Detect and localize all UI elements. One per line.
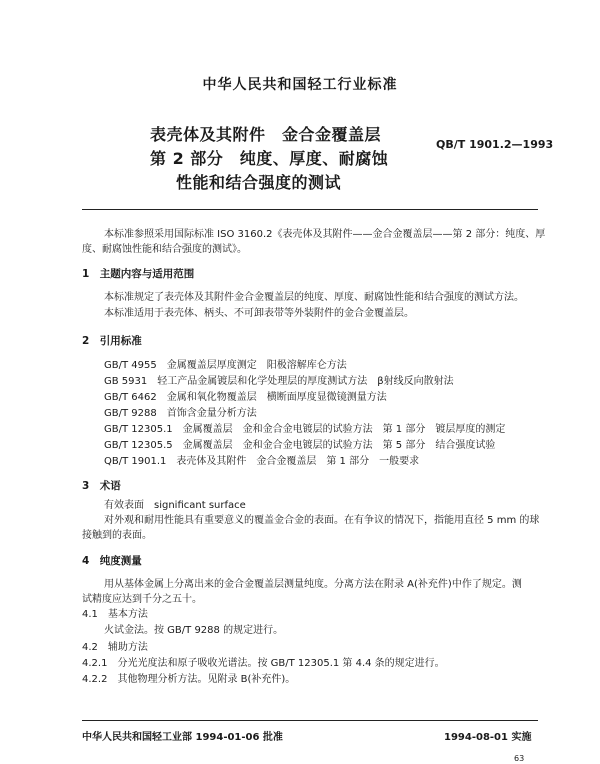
section-1-heading: 1 主题内容与适用范围 [82,268,195,280]
section-4-2-heading: 4.2 辅助方法 [82,642,148,653]
approval-date: 中华人民共和国轻工业部 1994-01-06 批准 [82,732,283,743]
section-1-line-1: 本标准规定了表壳体及其附件金合金覆盖层的纯度、厚度、耐腐蚀性能和结合强度的测试方法。 [104,292,524,303]
title-line-3: 性能和结合强度的测试 [176,173,342,192]
section-3-heading: 3 术语 [82,480,121,492]
page-number: 63 [514,754,525,763]
top-divider [82,209,538,210]
section-1-line-2: 本标准适用于表壳体、柄头、不可卸表带等外装附件的金合金覆盖层。 [104,308,414,319]
section-4-2-2-text: 4.2.2 其他物理分析方法。见附录 B(补充件)。 [82,674,296,685]
title-line-1: 表壳体及其附件 金合金覆盖层 [150,125,382,144]
intro-line-2: 度、耐腐蚀性能和结合强度的测试》。 [82,244,247,255]
reference-item: GB/T 4955 金属覆盖层厚度测定 阳极溶解库仑方法 [104,360,347,371]
bottom-divider [82,720,538,721]
reference-item: GB 5931 轻工产品金属镀层和化学处理层的厚度测试方法 β射线反向散射法 [104,376,454,387]
title-line-2: 第 2 部分 纯度、厚度、耐腐蚀 [150,149,389,168]
term-definition-line-2: 接触到的表面。 [82,530,152,541]
intro-line-1: 本标准参照采用国际标准 ISO 3160.2《表壳体及其附件——金合金覆盖层——第 2 部分：纯度、厚 [104,229,546,240]
section-4-2-1-text: 4.2.1 分光光度法和原子吸收光谱法。按 GB/T 12305.1 第 4.4 条的规定进行。 [82,658,445,669]
term-name: 有效表面 significant surface [104,500,246,511]
reference-item: QB/T 1901.1 表壳体及其附件 金合金覆盖层 第 1 部分 一般要求 [104,456,420,467]
section-2-heading: 2 引用标准 [82,335,142,347]
standard-code: QB/T 1901.2—1993 [436,138,554,151]
section-4-line-2: 试精度应达到千分之五十。 [82,594,202,605]
section-4-1-heading: 4.1 基本方法 [82,609,148,620]
section-4-1-text: 火试金法。按 GB/T 9288 的规定进行。 [104,625,284,636]
reference-item: GB/T 12305.5 金属覆盖层 金和金合金电镀层的试验方法 第 5 部分 结合强度试验 [104,440,496,451]
section-4-heading: 4 纯度测量 [82,555,142,567]
section-4-line-1: 用从基体金属上分离出来的金合金覆盖层测量纯度。分离方法在附录 A(补充件)中作了规定。测 [104,579,522,590]
reference-item: GB/T 12305.1 金属覆盖层 金和金合金电镀层的试验方法 第 1 部分 镀层厚度的测定 [104,424,506,435]
reference-item: GB/T 9288 首饰含金量分析方法 [104,408,257,419]
implementation-date: 1994-08-01 实施 [444,732,532,743]
reference-item: GB/T 6462 金属和氧化物覆盖层 横断面厚度显微镜测量方法 [104,392,387,403]
standard-category: 中华人民共和国轻工行业标准 [202,77,398,93]
term-definition-line-1: 对外观和耐用性能具有重要意义的覆盖金合金的表面。在有争议的情况下，指能用直径 5 mm 的球 [104,515,540,526]
